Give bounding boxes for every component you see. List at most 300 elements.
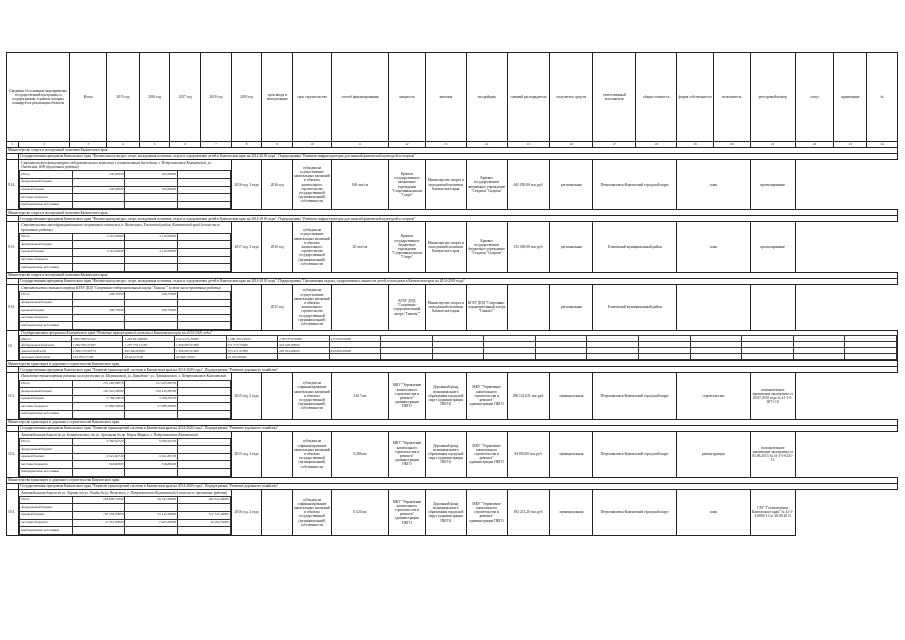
finance-table bbox=[19, 291, 230, 330]
finance-value: 100,00000 bbox=[72, 171, 125, 179]
finance-value: 120 416,38500 bbox=[125, 388, 178, 396]
object-attribute: Краевое государственное бюджетное учреждение "Спортивная школа "Спорт" bbox=[389, 222, 426, 272]
header-cell: Сведения об основных мероприятиях государственной программы и подпрограммы, в рамках которых планируется реализация объектов bbox=[7, 53, 70, 142]
column-number: 3 bbox=[70, 142, 107, 148]
object-attribute: реконструкция bbox=[677, 431, 751, 477]
finance-value: 100,00000 bbox=[72, 186, 125, 194]
finance-value bbox=[178, 307, 231, 315]
finance-value bbox=[125, 527, 178, 535]
finance-value bbox=[178, 403, 231, 411]
object-attribute: проектирование bbox=[750, 160, 795, 210]
column-number: 8 bbox=[231, 142, 262, 148]
finance-row bbox=[20, 403, 230, 411]
finance-value bbox=[72, 314, 125, 322]
summary-value bbox=[329, 354, 381, 360]
finance-value bbox=[125, 201, 178, 209]
object-attribute: Петропавловск-Камчатский городской округ bbox=[593, 431, 677, 477]
object-attribute: Краевое государственное автономное учреждение "Стадион "Спартак" bbox=[466, 160, 507, 210]
header-cell: заказчик bbox=[425, 53, 466, 142]
column-number: 19 bbox=[677, 142, 714, 148]
object-attribute bbox=[262, 489, 293, 535]
finance-value bbox=[72, 299, 125, 307]
object-attribute: 20 чел/см bbox=[331, 222, 388, 272]
object-attribute: Петропавловск-Камчатский городской округ bbox=[593, 160, 677, 210]
finance-row bbox=[20, 446, 230, 454]
finance-value: 2 110,09000 bbox=[125, 248, 178, 256]
finance-value bbox=[178, 438, 231, 446]
object-attribute: МКУ "Управление капитального строительства и ремонта" администрации ПКГО bbox=[389, 431, 426, 477]
object-row bbox=[7, 373, 898, 419]
column-number: 16 bbox=[550, 142, 593, 148]
column-number: 7 bbox=[201, 142, 232, 148]
finance-value bbox=[72, 322, 125, 330]
object-attribute bbox=[677, 284, 751, 330]
program-title: Государственная программа Камчатского края "Развитие транспортной системы в Камчатском крае на 2014-2020 годы". Подпрограмма "Развитие дорожного хозяйства" bbox=[19, 367, 898, 373]
header-cell: форма собственности bbox=[677, 53, 714, 142]
finance-table bbox=[19, 233, 230, 272]
finance-value: 9 560,62729 bbox=[125, 438, 178, 446]
summary-empty bbox=[587, 354, 639, 360]
finance-table bbox=[19, 170, 230, 209]
object-attribute: Министерство спорта и молодежной политики Камчатского края bbox=[425, 222, 466, 272]
finance-value bbox=[178, 248, 231, 256]
summary-value: 139 930,77100 bbox=[71, 354, 123, 360]
column-number: 12 bbox=[389, 142, 426, 148]
object-title: Автомобильная дорога по ул. Ларина от ул. Улыбы до ул. Вольского, г. Петропавловск-Камчатский (в том числе проектные работы) bbox=[21, 490, 228, 495]
column-number: 15 bbox=[507, 142, 550, 148]
summary-value: 1 475 779,17187 bbox=[123, 342, 175, 348]
object-row bbox=[7, 222, 898, 272]
finance-value: 25 142,28000 bbox=[125, 512, 178, 520]
header-cell: способ финансирования bbox=[331, 53, 388, 142]
header-cell: № bbox=[867, 53, 898, 142]
object-id: 10.1. bbox=[7, 373, 19, 419]
finance-row bbox=[20, 307, 230, 315]
finance-label: внебюджетные источники bbox=[20, 322, 73, 330]
finance-row bbox=[20, 256, 230, 264]
finance-label: внебюджетные источники bbox=[20, 264, 73, 272]
finance-row bbox=[20, 179, 230, 187]
header-cell: Итого bbox=[70, 53, 107, 142]
object-attribute: субсидия на софинансирование капитальных вложений в объекты государственной (муниципальной) собственности bbox=[293, 373, 332, 419]
summary-value: 816 800,00000 bbox=[329, 348, 381, 354]
object-id: 10.3. bbox=[7, 489, 19, 535]
summary-value: 493 482,83500 bbox=[123, 348, 175, 354]
finance-value bbox=[125, 194, 178, 202]
object-attribute: положительное заключение экспертизы от 05.06.2013 № 41-1-5-0121-13 bbox=[750, 431, 795, 477]
object-attribute: субсидия на софинансирование капитальных вложений в объекты государственной (муниципальной) собственности bbox=[293, 489, 332, 535]
object-attribute: Дорожный фонд муниципального образования городской округ (администрация ПКГО) bbox=[425, 431, 466, 477]
finance-table bbox=[19, 380, 230, 419]
summary-value: 345 940,00000 bbox=[278, 342, 330, 348]
finance-value: 18 164,50000 bbox=[178, 519, 231, 527]
finance-value: 172 147,48000 bbox=[178, 512, 231, 520]
finance-label: Итого bbox=[20, 438, 73, 446]
summary-label: краевой бюджет bbox=[20, 348, 72, 354]
program-summary-row bbox=[7, 330, 898, 360]
finance-value bbox=[178, 256, 231, 264]
finance-value bbox=[178, 395, 231, 403]
object-attribute: МКУ "Управление капитального строительства и ремонта" администрации ПКГО bbox=[389, 373, 426, 419]
object-attribute: МКУ "Управление капитального строительства и ремонта" администрации ПКГО bbox=[466, 489, 507, 535]
finance-value: 182 022,48000 bbox=[178, 496, 231, 504]
finance-value bbox=[178, 469, 231, 477]
header-cell: срок строительства bbox=[293, 53, 332, 142]
summary-value: 25 079,00000 bbox=[226, 354, 278, 360]
finance-value bbox=[125, 256, 178, 264]
object-attribute: Дорожный фонд муниципального образования городской округ (администрация ПКГО) bbox=[425, 373, 466, 419]
finance-value bbox=[72, 469, 125, 477]
finance-value bbox=[72, 264, 125, 272]
column-number: 22 bbox=[795, 142, 834, 148]
program-title: Государственная программа Камчатского края "Физическая культура, спорт, молодежная политика, отдых и оздоровление детей в Камчатском крае на 2014-2018 годы". Подпрограмма "Развитие инфраструктуры для занятий физической культурой и спортом" bbox=[19, 216, 898, 222]
finance-value: 100,00000 bbox=[125, 186, 178, 194]
finance-label: Итого bbox=[20, 233, 73, 241]
finance-label: Итого bbox=[20, 171, 73, 179]
finance-value bbox=[125, 241, 178, 249]
finance-label: внебюджетные источники bbox=[20, 527, 73, 535]
ministry-title: Министерство спорта и молодежной политики Камчатского края bbox=[7, 272, 898, 278]
finance-label: краевой бюджет bbox=[20, 395, 73, 403]
finance-value bbox=[178, 446, 231, 454]
summary-empty bbox=[381, 354, 433, 360]
column-number: 1 bbox=[7, 142, 19, 148]
finance-value bbox=[72, 446, 125, 454]
finance-label: краевой бюджет bbox=[20, 453, 73, 461]
summary-label: местные бюджеты bbox=[20, 354, 72, 360]
object-row bbox=[7, 284, 898, 330]
finance-label: федеральный бюджет bbox=[20, 299, 73, 307]
finance-value bbox=[178, 461, 231, 469]
object-attribute: план bbox=[677, 160, 751, 210]
object-attribute: 2016 год bbox=[262, 222, 293, 272]
finance-label: местные бюджеты bbox=[20, 194, 73, 202]
finance-value: 168,75000 bbox=[125, 307, 178, 315]
finance-value: 120 416,38500 bbox=[72, 388, 125, 396]
column-number: 18 bbox=[636, 142, 677, 148]
finance-value: 2 110,09000 bbox=[72, 248, 125, 256]
header-cell: реестровый номер bbox=[750, 53, 795, 142]
program-title: Государственная программа Камчатского края "Развитие транспортной системы в Камчатском крае на 2014-2020 годы". Подпрограмма "Развитие дорожного хозяйства" bbox=[19, 425, 898, 431]
finance-label: федеральный бюджет bbox=[20, 179, 73, 187]
finance-value bbox=[125, 410, 178, 418]
finance-value bbox=[178, 322, 231, 330]
summary-value: 915 000,00000 bbox=[329, 336, 381, 342]
finance-value bbox=[125, 469, 178, 477]
object-attribute bbox=[750, 284, 795, 330]
column-number: 23 bbox=[834, 142, 867, 148]
object-attribute: 645 050,00 тыс.руб. bbox=[507, 160, 550, 210]
finance-value: 9 041,82729 bbox=[72, 453, 125, 461]
finance-value bbox=[72, 194, 125, 202]
object-attribute: Елизовский муниципальный район bbox=[593, 284, 677, 330]
object-attribute: муниципальная bbox=[550, 489, 593, 535]
object-attribute: ГАУ "Госэкспертиза Камчатского края" № 41-1-4-0085-13 от 20.08.2013 bbox=[750, 489, 795, 535]
finance-row bbox=[20, 291, 230, 299]
finance-value bbox=[178, 201, 231, 209]
finance-row bbox=[20, 461, 230, 469]
column-number: 10 bbox=[293, 142, 332, 148]
object-attribute bbox=[231, 284, 262, 330]
object-attribute bbox=[262, 373, 293, 419]
object-attribute: строительство bbox=[677, 373, 751, 419]
finance-value: 27 080,50000 bbox=[125, 403, 178, 411]
summary-value: 1 286 470,72900 bbox=[226, 336, 278, 342]
header-cell: исполнитель bbox=[713, 53, 750, 142]
summary-value bbox=[278, 354, 330, 360]
summary-value: 173 471,97000 bbox=[226, 348, 278, 354]
object-title: Пешеходно-транспортная развязка на пересечении ул. Пограничной, ул. Давыдова - ул. Лукашевского, г. Петропавловск-Камчатский bbox=[21, 374, 227, 379]
summary-value: 1 405 841,80900 bbox=[123, 336, 175, 342]
finance-row bbox=[20, 314, 230, 322]
column-number: 20 bbox=[713, 142, 750, 148]
column-number: 17 bbox=[593, 142, 636, 148]
finance-value bbox=[72, 241, 125, 249]
object-attribute: 2016 год, 2 года bbox=[231, 489, 262, 535]
summary-empty bbox=[432, 354, 484, 360]
object-attribute: 0,286 км bbox=[331, 431, 388, 477]
finance-label: федеральный бюджет bbox=[20, 446, 73, 454]
object-attribute: проектирование bbox=[750, 222, 795, 272]
finance-label: Итого bbox=[20, 380, 73, 388]
finance-label: внебюджетные источники bbox=[20, 410, 73, 418]
program-title: Государственная программа Камчатского края "Физическая культура, спорт, молодежная политика, отдых и оздоровление детей в Камчатском крае на 2014-2018 годы". Подпрограмма "Организация отдыха, оздоровления и занятости детей и молодежи в Камчатском крае на 2014-2018 годы" bbox=[19, 278, 898, 284]
column-number: 13 bbox=[425, 142, 466, 148]
header-cell: общая стоимость bbox=[636, 53, 677, 142]
finance-value bbox=[72, 527, 125, 535]
finance-value bbox=[178, 299, 231, 307]
header-cell: главный распорядитель bbox=[507, 53, 550, 142]
finance-value: 9 041,82729 bbox=[125, 453, 178, 461]
objects-table bbox=[6, 52, 898, 536]
summary-value: 3 807 863,91912 bbox=[71, 336, 123, 342]
object-attribute: 2016 год bbox=[262, 160, 293, 210]
finance-label: краевой бюджет bbox=[20, 512, 73, 520]
object-attribute: региональная bbox=[550, 222, 593, 272]
program-title: Государственная программа Камчатского края "Развитие транспортной системы в Камчатском крае на 2014-2020 годы". Подпрограмма "Развитие дорожного хозяйства" bbox=[19, 483, 898, 489]
summary-id: 10. bbox=[7, 330, 19, 360]
finance-value bbox=[125, 264, 178, 272]
finance-row bbox=[20, 171, 230, 179]
object-id: 10.2. bbox=[7, 431, 19, 477]
object-title: Строительство многофункционального спортивного комплекса, п. Вилючинск, Елизовский район, Камчатский край (в том числе проектные работы) bbox=[21, 223, 221, 232]
summary-label: Итого bbox=[20, 336, 72, 342]
object-finance-cell bbox=[19, 160, 231, 210]
object-attribute: Министерство спорта и молодежной политики Камчатского края bbox=[425, 160, 466, 210]
object-attribute: Петропавловск-Камчатский городской округ bbox=[593, 489, 677, 535]
finance-value: 36 547,28000 bbox=[125, 496, 178, 504]
object-attribute: 84 850,00 тыс.руб. bbox=[507, 431, 550, 477]
object-attribute bbox=[507, 284, 550, 330]
finance-table bbox=[19, 496, 230, 535]
finance-label: местные бюджеты bbox=[20, 256, 73, 264]
object-attribute: Министерство спорта и молодежной политики Камчатского края bbox=[425, 284, 466, 330]
object-attribute: 0,520 км bbox=[331, 489, 388, 535]
finance-value: 168,75000 bbox=[72, 307, 125, 315]
finance-row bbox=[20, 512, 230, 520]
finance-value bbox=[178, 504, 231, 512]
object-attribute: субсидия на осуществление капитальных вложений в объекты капитального строительства государственной (муниципальной) собственности bbox=[293, 284, 332, 330]
header-cell: получатель средств bbox=[550, 53, 593, 142]
summary-empty bbox=[690, 354, 742, 360]
summary-value: 1 082 081,97187 bbox=[71, 342, 123, 348]
object-id: 9.15. bbox=[7, 222, 19, 272]
summary-row bbox=[20, 354, 897, 360]
object-attribute: 168 чел/см bbox=[331, 160, 388, 210]
finance-row bbox=[20, 194, 230, 202]
finance-label: местные бюджеты bbox=[20, 461, 73, 469]
finance-value bbox=[178, 291, 231, 299]
finance-label: местные бюджеты bbox=[20, 519, 73, 527]
finance-value bbox=[178, 171, 231, 179]
finance-value: 518,80000 bbox=[72, 461, 125, 469]
object-attribute: муниципальная bbox=[550, 373, 593, 419]
finance-value bbox=[72, 179, 125, 187]
finance-value bbox=[178, 410, 231, 418]
column-number: 9 bbox=[262, 142, 293, 148]
summary-value: 1 014 271,39900 bbox=[174, 336, 226, 342]
finance-label: федеральный бюджет bbox=[20, 504, 73, 512]
finance-row bbox=[20, 299, 230, 307]
object-finance-cell bbox=[19, 489, 231, 535]
finance-value bbox=[72, 201, 125, 209]
header-cell: 2019 год bbox=[231, 53, 262, 142]
object-attribute: положительное заключение экспертизы от 29.07.2010 года № 41-1-5-0071-10 bbox=[750, 373, 795, 419]
finance-row bbox=[20, 469, 230, 477]
object-attribute: 394 213,20 тыс.руб. bbox=[507, 489, 550, 535]
summary-value: 1 306 087,07000 bbox=[174, 348, 226, 354]
summary-value: 40 424,77100 bbox=[123, 354, 175, 360]
finance-label: краевой бюджет bbox=[20, 307, 73, 315]
object-attribute: Краевое государственное автономное учреждение "Спортивная школа "Спорт" bbox=[389, 160, 426, 210]
column-number: 21 bbox=[750, 142, 795, 148]
finance-value bbox=[178, 314, 231, 322]
object-attribute: региональная bbox=[550, 160, 593, 210]
object-attribute: 2015 год, 2 года bbox=[231, 373, 262, 419]
finance-row bbox=[20, 438, 230, 446]
object-attribute: план bbox=[677, 222, 751, 272]
summary-value: 2 389 270,99774 bbox=[71, 348, 123, 354]
finance-table bbox=[19, 438, 230, 477]
finance-row bbox=[20, 264, 230, 272]
object-attribute: МКУ "Управление капитального строительства и ремонта" администрации ПКГО bbox=[389, 489, 426, 535]
finance-value bbox=[178, 453, 231, 461]
finance-row bbox=[20, 388, 230, 396]
finance-value bbox=[178, 527, 231, 535]
object-attribute bbox=[331, 284, 388, 330]
finance-value bbox=[178, 194, 231, 202]
finance-value bbox=[125, 179, 178, 187]
finance-row bbox=[20, 453, 230, 461]
summary-empty bbox=[845, 354, 897, 360]
finance-value: 100,00000 bbox=[125, 171, 178, 179]
finance-label: местные бюджеты bbox=[20, 403, 73, 411]
object-title: Строительство физкультурно-оздоровительного комплекса с плавательным бассейном, г. Петропавловск-Камчатский, ул. Онежская, 8/09 (проектные работы) bbox=[21, 161, 212, 170]
finance-value bbox=[125, 504, 178, 512]
header-cell: 2015 год bbox=[107, 53, 140, 142]
column-number: 6 bbox=[170, 142, 201, 148]
finance-row bbox=[20, 496, 230, 504]
finance-label: краевой бюджет bbox=[20, 186, 73, 194]
finance-row bbox=[20, 322, 230, 330]
object-attribute: 2016 год, 3 года bbox=[231, 160, 262, 210]
summary-value: 26 966,77000 bbox=[174, 354, 226, 360]
finance-label: внебюджетные источники bbox=[20, 469, 73, 477]
finance-value bbox=[125, 322, 178, 330]
finance-value bbox=[178, 264, 231, 272]
finance-value: 151 265,08576 bbox=[72, 380, 125, 388]
object-attribute: КГАУ ДОД "Спортивно-оздоровительный лагерь "Ганалы"" bbox=[389, 284, 426, 330]
object-row bbox=[7, 160, 898, 210]
object-attribute: субсидия на осуществление капитальных вложений в объекты капитального строительства государственной (муниципальной) собственности bbox=[293, 222, 332, 272]
column-number: 5 bbox=[139, 142, 170, 148]
object-finance-cell bbox=[19, 373, 231, 419]
finance-label: краевой бюджет bbox=[20, 248, 73, 256]
program-title: Государственная программа Камчатского края "Физическая культура, спорт, молодежная политика, отдых и оздоровление детей в Камчатском крае на 2014-2018 годы". Подпрограмма "Развитие инфраструктуры для занятий физической культурой и спортом" bbox=[19, 154, 898, 160]
object-attribute: 135 000,00 тыс.руб. bbox=[507, 222, 550, 272]
object-attribute: Дорожный фонд муниципального образования городской округ (администрация ПКГО) bbox=[425, 489, 466, 535]
object-row bbox=[7, 489, 898, 535]
summary-empty bbox=[484, 354, 536, 360]
object-attribute: муниципальная bbox=[550, 431, 593, 477]
finance-value bbox=[178, 241, 231, 249]
object-id: 9.14. bbox=[7, 160, 19, 210]
object-id: 9.16. bbox=[7, 284, 19, 330]
objects-body bbox=[7, 148, 898, 536]
ministry-title: Министерство спорта и молодежной политики Камчатского края bbox=[7, 148, 898, 154]
finance-value bbox=[178, 380, 231, 388]
ministry-title: Министерство спорта и молодежной политики Камчатского края bbox=[7, 210, 898, 216]
object-attribute: 298 141,021 тыс.руб. bbox=[507, 373, 550, 419]
header-cell: примечание bbox=[834, 53, 867, 142]
finance-value: 21 561,90000 bbox=[72, 519, 125, 527]
finance-value: 2 405,00000 bbox=[125, 519, 178, 527]
summary-value: 171 575,73900 bbox=[226, 342, 278, 348]
summary-empty bbox=[793, 354, 845, 360]
header-cell: застройщик bbox=[466, 53, 507, 142]
finance-label: внебюджетные источники bbox=[20, 201, 73, 209]
finance-value: 168,75000 bbox=[125, 291, 178, 299]
finance-value: 9 560,62729 bbox=[72, 438, 125, 446]
finance-value: 218 809,72000 bbox=[72, 496, 125, 504]
finance-value: 2 110,09000 bbox=[125, 233, 178, 241]
object-attribute: 2015 год bbox=[262, 284, 293, 330]
finance-row bbox=[20, 233, 230, 241]
object-title: Строительство спального корпуса КГАУ ДОД "Спортивно-оздоровительный лагерь "Ганалы"" (в том числе проектные работы) bbox=[21, 285, 221, 290]
ministry-title: Министерство транспорта и дорожного строительства Камчатского края bbox=[7, 419, 898, 425]
finance-value bbox=[72, 504, 125, 512]
object-attribute: Краевое государственное бюджетное учреждение "Стадион "Спартак" bbox=[466, 222, 507, 272]
summary-empty bbox=[535, 354, 587, 360]
finance-row bbox=[20, 248, 230, 256]
header-cell: 2016 год bbox=[139, 53, 170, 142]
summary-value: 1 007 879,90000 bbox=[278, 336, 330, 342]
object-finance-cell bbox=[19, 284, 231, 330]
finance-row bbox=[20, 186, 230, 194]
summary-value: 1 390 087,07000 bbox=[174, 342, 226, 348]
finance-row bbox=[20, 504, 230, 512]
object-row bbox=[7, 431, 898, 477]
summary-cell bbox=[19, 330, 898, 360]
finance-value bbox=[72, 410, 125, 418]
finance-label: Итого bbox=[20, 496, 73, 504]
object-attribute: 2017 год, 3 года bbox=[231, 222, 262, 272]
finance-label: Итого bbox=[20, 291, 73, 299]
summary-empty bbox=[742, 354, 794, 360]
finance-value bbox=[125, 299, 178, 307]
finance-value: 518,80000 bbox=[125, 461, 178, 469]
finance-value bbox=[178, 388, 231, 396]
